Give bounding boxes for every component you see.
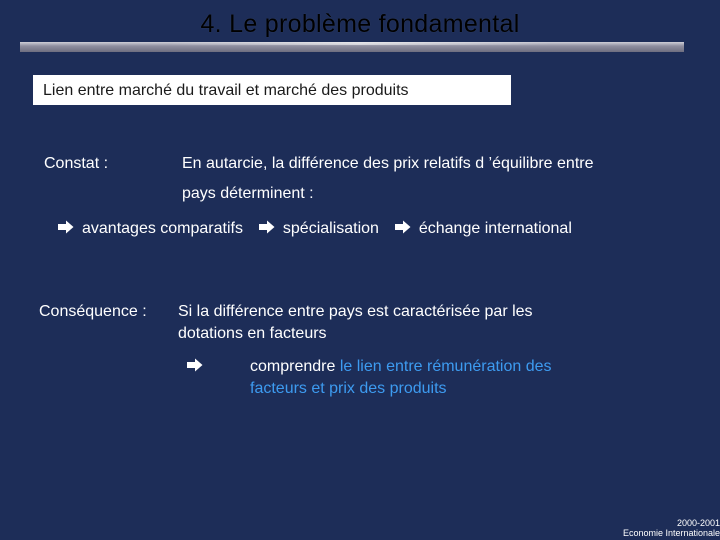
- right-arrow-icon: [57, 220, 74, 234]
- slide-title: 4. Le problème fondamental: [200, 10, 520, 38]
- conclusion-highlight-1: le lien entre rémunération des: [339, 358, 552, 375]
- footer: [623, 518, 720, 538]
- conclusion-line-1: [250, 357, 552, 377]
- consequence-label: Conséquence :: [39, 303, 147, 320]
- right-arrow-icon: [186, 358, 203, 372]
- chain-row: [57, 219, 572, 239]
- right-arrow-icon: [394, 220, 411, 234]
- chain-item-avantages: avantages comparatifs: [82, 220, 243, 237]
- constat-line-2: pays déterminent :: [182, 185, 314, 202]
- constat-label: Constat :: [44, 155, 109, 172]
- consequence-line-1: Si la différence entre pays est caractérisée par les: [178, 303, 533, 320]
- constat-line-1: En autarcie, la différence des prix relatifs d ’équilibre entre: [182, 155, 594, 172]
- conclusion-line-2: facteurs et prix des produits: [250, 380, 447, 397]
- consequence-line-2: dotations en facteurs: [178, 325, 327, 342]
- chain-item-echange: échange international: [418, 220, 572, 237]
- footer-year: 2000-2001: [676, 518, 720, 528]
- title-bar-highlight: [170, 42, 550, 45]
- footer-course: Economie Internationale: [622, 528, 720, 538]
- right-arrow-icon: [258, 220, 275, 234]
- subtitle-box: Lien entre marché du travail et marché des produits: [33, 75, 511, 105]
- conclusion-prefix: comprendre: [250, 358, 340, 375]
- chain-item-specialisation: spécialisation: [282, 220, 379, 237]
